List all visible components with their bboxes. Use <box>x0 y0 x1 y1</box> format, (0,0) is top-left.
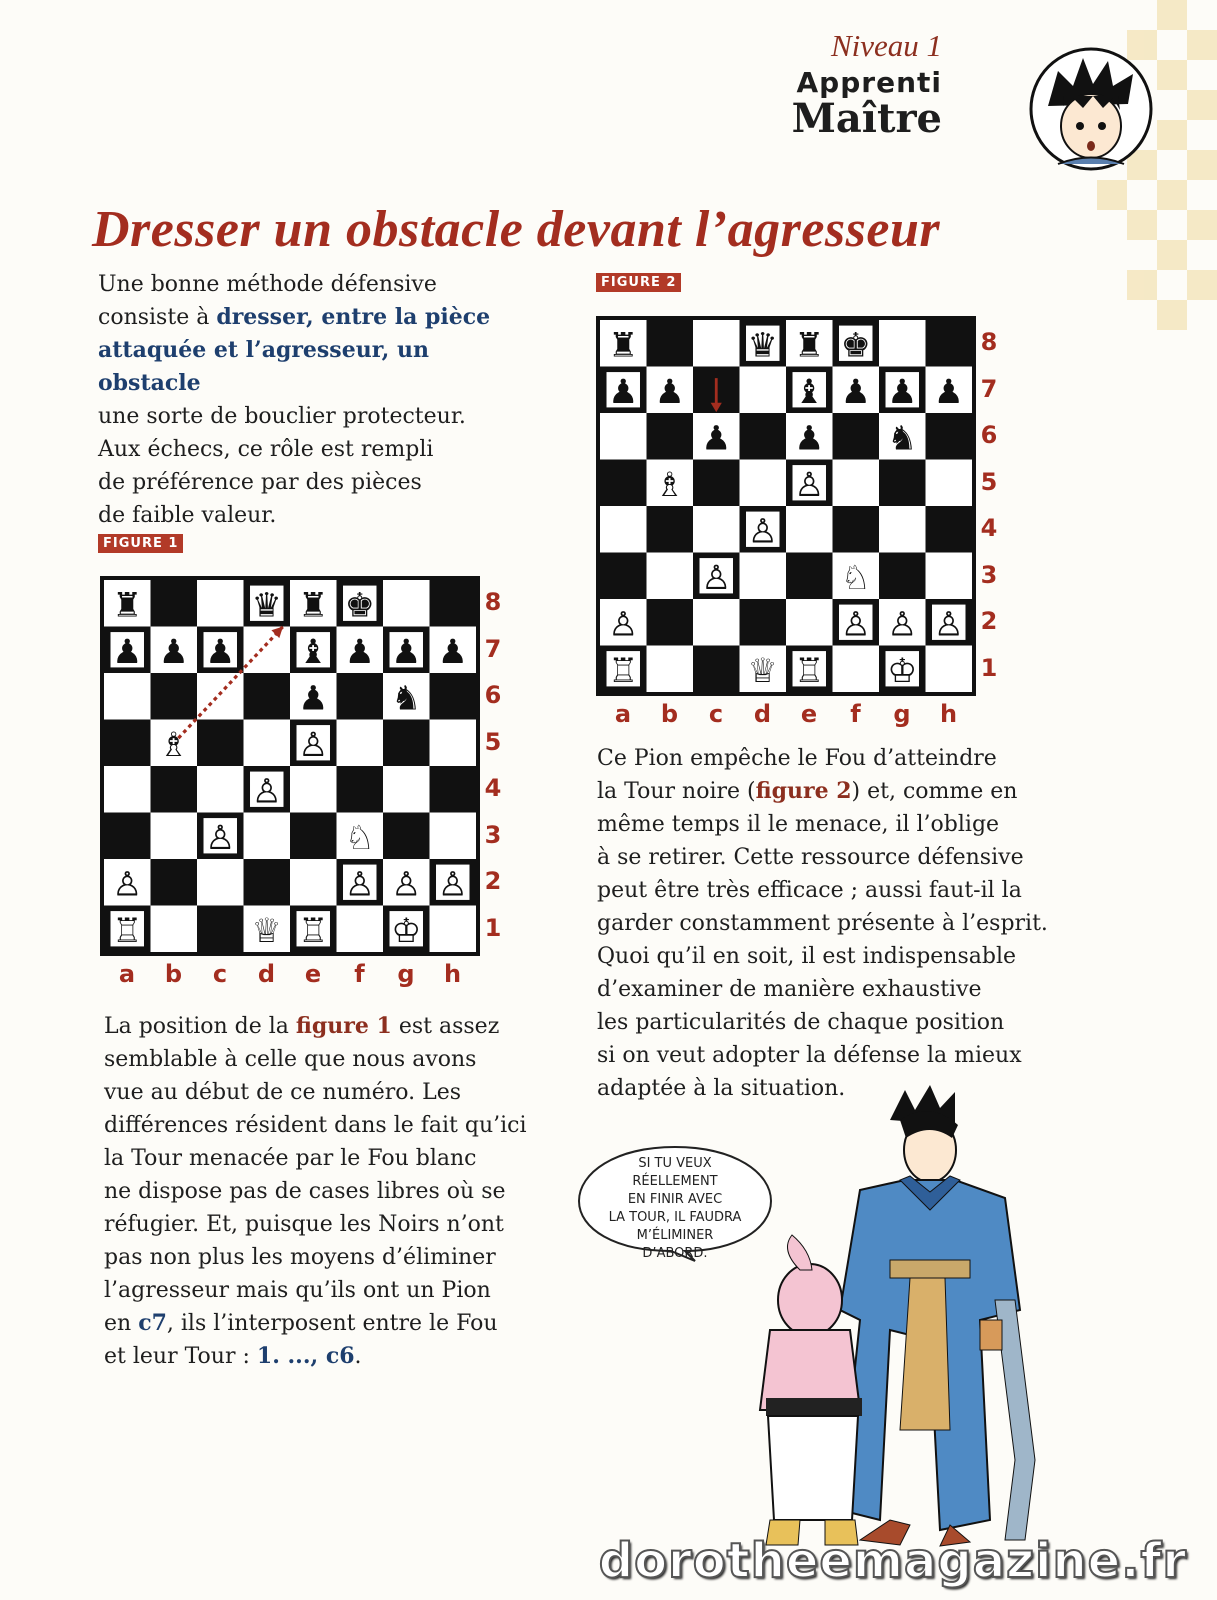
board-square <box>337 720 384 767</box>
board-square <box>879 320 926 367</box>
white-queen-icon <box>748 651 778 690</box>
board-square <box>430 673 477 720</box>
watermark-footer: dorotheemagazine.fr <box>598 1533 1187 1589</box>
board-square <box>926 506 973 553</box>
board-square <box>833 413 880 460</box>
board-square <box>337 906 384 953</box>
board-square <box>430 813 477 860</box>
black-pawn-icon <box>205 632 235 671</box>
white-pawn-icon <box>887 604 917 643</box>
board-square <box>290 813 337 860</box>
body-left-paragraph <box>104 1010 554 1373</box>
white-pawn-icon <box>701 558 731 597</box>
file-label: c <box>708 700 724 728</box>
rank-label: 6 <box>484 681 502 709</box>
board-square <box>926 320 973 367</box>
file-label: h <box>443 960 462 988</box>
board-square <box>600 506 647 553</box>
rank-label: 3 <box>980 560 998 589</box>
board-square <box>600 460 647 507</box>
body-line: l’agresseur mais qu’ils ont un Pion <box>104 1278 491 1303</box>
board-square <box>197 673 244 720</box>
figure1-label: FIGURE 1 <box>98 534 183 553</box>
body-line: les particularités de chaque position <box>597 1010 1005 1035</box>
black-pawn-icon <box>608 372 638 411</box>
board-square <box>833 460 880 507</box>
board-square <box>430 580 477 627</box>
black-queen-icon <box>748 325 778 364</box>
intro-line: Une bonne méthode défensive <box>98 272 437 297</box>
board-square <box>926 460 973 507</box>
goten-avatar-illustration <box>1028 46 1154 172</box>
file-label: f <box>850 700 861 728</box>
rank-label: 4 <box>980 514 998 542</box>
black-king-icon <box>345 585 375 624</box>
board-square <box>647 320 694 367</box>
board-square <box>926 553 973 600</box>
board-square <box>383 813 430 860</box>
board-square <box>383 766 430 813</box>
board-square <box>740 553 787 600</box>
board-square <box>693 320 740 367</box>
board-square <box>337 673 384 720</box>
white-rook-icon <box>298 911 328 950</box>
white-pawn-icon <box>438 864 468 903</box>
board-square <box>600 553 647 600</box>
board-square <box>647 553 694 600</box>
white-queen-icon <box>252 911 282 950</box>
board-square <box>693 599 740 646</box>
file-label: d <box>257 960 276 988</box>
white-rook-icon <box>112 911 142 950</box>
board-square <box>104 673 151 720</box>
black-pawn-icon <box>934 372 964 411</box>
white-pawn-icon <box>841 604 871 643</box>
rank-label: 2 <box>484 867 502 895</box>
body-line: en c7, ils l’interposent entre le Fou <box>104 1310 498 1336</box>
board-square <box>197 859 244 906</box>
black-pawn-icon <box>345 632 375 671</box>
body-line: vue au début de ce numéro. Les <box>104 1080 462 1105</box>
black-rook-icon <box>298 585 328 624</box>
body-line: La position de la figure 1 est assez <box>104 1013 500 1039</box>
file-label: a <box>614 700 632 728</box>
body-line: d’examiner de manière exhaustive <box>597 977 982 1002</box>
board-square <box>151 766 198 813</box>
file-label: e <box>800 700 818 728</box>
board-square <box>151 859 198 906</box>
black-pawn-icon <box>841 372 871 411</box>
intro-line: Aux échecs, ce rôle est rempli <box>98 437 434 462</box>
body-line: pas non plus les moyens d’éliminer <box>104 1245 496 1270</box>
board-square <box>197 766 244 813</box>
body-line: la Tour menacée par le Fou blanc <box>104 1146 477 1171</box>
board-square <box>244 627 291 674</box>
body-line: et leur Tour : 1. ..., c6. <box>104 1343 362 1369</box>
board-square <box>430 906 477 953</box>
white-pawn-icon <box>934 604 964 643</box>
black-queen-icon <box>252 585 282 624</box>
file-label: g <box>397 960 415 988</box>
rank-label: 2 <box>980 607 998 635</box>
black-pawn-icon <box>112 632 142 671</box>
rank-label: 6 <box>980 421 998 449</box>
page-title: Dresser un obstacle devant l’agresseur <box>92 201 941 258</box>
black-knight-icon <box>391 678 421 717</box>
board-square <box>647 413 694 460</box>
body-line: adaptée à la situation. <box>597 1076 846 1101</box>
rank-label: 1 <box>980 653 998 682</box>
board-square <box>926 413 973 460</box>
board-square <box>244 673 291 720</box>
rank-label: 7 <box>980 374 998 403</box>
board-square <box>879 506 926 553</box>
rank-label: 5 <box>980 467 998 496</box>
board-square <box>693 460 740 507</box>
board-square <box>879 460 926 507</box>
white-king-icon <box>391 911 421 950</box>
black-pawn-icon <box>655 372 685 411</box>
level-label: Niveau 1 <box>830 28 942 63</box>
board-square <box>337 766 384 813</box>
white-pawn-icon <box>112 864 142 903</box>
body-line: Quoi qu’il en soit, il est indispensable <box>597 944 1017 969</box>
board-square <box>740 413 787 460</box>
rank-label: 8 <box>980 328 998 356</box>
board-square <box>197 580 244 627</box>
black-king-icon <box>841 325 871 364</box>
black-pawn-icon <box>794 418 824 457</box>
file-label: b <box>660 700 679 728</box>
board-square <box>151 813 198 860</box>
rank-label: 3 <box>484 820 502 849</box>
body-line: différences résident dans le fait qu’ici <box>104 1113 527 1138</box>
black-bishop-icon <box>794 372 824 411</box>
black-knight-icon <box>887 418 917 457</box>
board-square <box>600 413 647 460</box>
chessboard-figure1 <box>100 576 480 956</box>
black-rook-icon <box>608 325 638 364</box>
body-line: garder constamment présente à l’esprit. <box>597 911 1048 936</box>
board-square <box>833 646 880 693</box>
board-square <box>383 720 430 767</box>
black-bishop-icon <box>298 632 328 671</box>
board-square <box>693 506 740 553</box>
black-pawn-icon <box>438 632 468 671</box>
file-label: h <box>939 700 958 728</box>
board-square <box>926 646 973 693</box>
level-badge <box>791 28 942 142</box>
white-king-icon <box>887 651 917 690</box>
intro-line: de faible valeur. <box>98 503 277 528</box>
board-square <box>879 553 926 600</box>
body-line: même temps il le menace, il l’oblige <box>597 812 1000 837</box>
board-square <box>693 646 740 693</box>
black-pawn-icon <box>159 632 189 671</box>
board-square <box>197 720 244 767</box>
board-square <box>197 906 244 953</box>
black-pawn-icon <box>701 418 731 457</box>
board-square <box>786 599 833 646</box>
intro-line: attaquée et l’agresseur, un obstacle <box>98 337 429 396</box>
board-square <box>740 460 787 507</box>
white-pawn-icon <box>252 771 282 810</box>
intro-paragraph <box>98 268 528 532</box>
file-label: a <box>118 960 136 988</box>
body-line: ne dispose pas de cases libres où se <box>104 1179 506 1204</box>
board-square <box>104 720 151 767</box>
white-pawn-icon <box>205 818 235 857</box>
board-square <box>383 580 430 627</box>
rank-label: 7 <box>484 634 502 663</box>
intro-line: de préférence par des pièces <box>98 470 422 495</box>
white-pawn-icon <box>748 511 778 550</box>
body-line: semblable à celle que nous avons <box>104 1047 477 1072</box>
board-square <box>833 506 880 553</box>
black-pawn-icon <box>887 372 917 411</box>
figure2-label: FIGURE 2 <box>596 273 681 292</box>
intro-line: consiste à dresser, entre la pièce <box>98 304 491 330</box>
board-square <box>290 859 337 906</box>
file-label: d <box>753 700 772 728</box>
board-square <box>647 506 694 553</box>
rank-label: 8 <box>484 588 502 616</box>
black-rook-icon <box>112 585 142 624</box>
black-pawn-icon <box>391 632 421 671</box>
board-square <box>647 599 694 646</box>
level-line2: Maître <box>791 95 942 142</box>
rank-label: 5 <box>484 727 502 756</box>
rank-label: 4 <box>484 774 502 802</box>
file-label: e <box>304 960 322 988</box>
level-line1: Apprenti <box>796 66 942 99</box>
rank-label: 1 <box>484 913 502 942</box>
file-label: c <box>212 960 228 988</box>
board-square <box>104 766 151 813</box>
white-bishop-icon <box>655 465 685 504</box>
white-pawn-icon <box>391 864 421 903</box>
speech-bubble-text: SI TU VEUX RÉELLEMENT EN FINIR AVEC LA TOUR, IL FAUDRA M’ÉLIMINER D’ABORD. <box>608 1156 742 1261</box>
file-label: b <box>164 960 183 988</box>
board-square <box>786 506 833 553</box>
intro-line: une sorte de bouclier protecteur. <box>98 404 466 429</box>
white-knight-icon <box>841 558 871 597</box>
white-rook-icon <box>794 651 824 690</box>
chessboard-figure2 <box>596 316 976 696</box>
file-label: f <box>354 960 365 988</box>
board-square <box>647 646 694 693</box>
board-square <box>290 766 337 813</box>
white-knight-icon <box>345 818 375 857</box>
manga-characters-illustration <box>740 1080 1100 1550</box>
board-square <box>430 766 477 813</box>
board-square <box>430 720 477 767</box>
body-line: la Tour noire (figure 2) et, comme en <box>597 778 1018 804</box>
board-square <box>244 813 291 860</box>
white-rook-icon <box>608 651 638 690</box>
board-square <box>151 906 198 953</box>
body-right-paragraph <box>597 742 1067 1105</box>
board-square <box>244 859 291 906</box>
board-square <box>151 673 198 720</box>
white-pawn-icon <box>608 604 638 643</box>
file-label: g <box>893 700 911 728</box>
body-line: si on veut adopter la défense la mieux <box>597 1043 1022 1068</box>
body-line: réfugier. Et, puisque les Noirs n’ont <box>104 1212 504 1237</box>
board-square <box>104 813 151 860</box>
body-line: Ce Pion empêche le Fou d’atteindre <box>597 746 997 771</box>
board-square <box>740 367 787 414</box>
board-square <box>244 720 291 767</box>
black-pawn-icon <box>298 678 328 717</box>
body-line: peut être très efficace ; aussi faut-il la <box>597 878 1022 903</box>
white-pawn-icon <box>298 725 328 764</box>
white-pawn-icon <box>794 465 824 504</box>
body-line: à se retirer. Cette ressource défensive <box>597 845 1024 870</box>
white-pawn-icon <box>345 864 375 903</box>
black-rook-icon <box>794 325 824 364</box>
board-square <box>786 553 833 600</box>
board-square <box>740 599 787 646</box>
board-square <box>151 580 198 627</box>
